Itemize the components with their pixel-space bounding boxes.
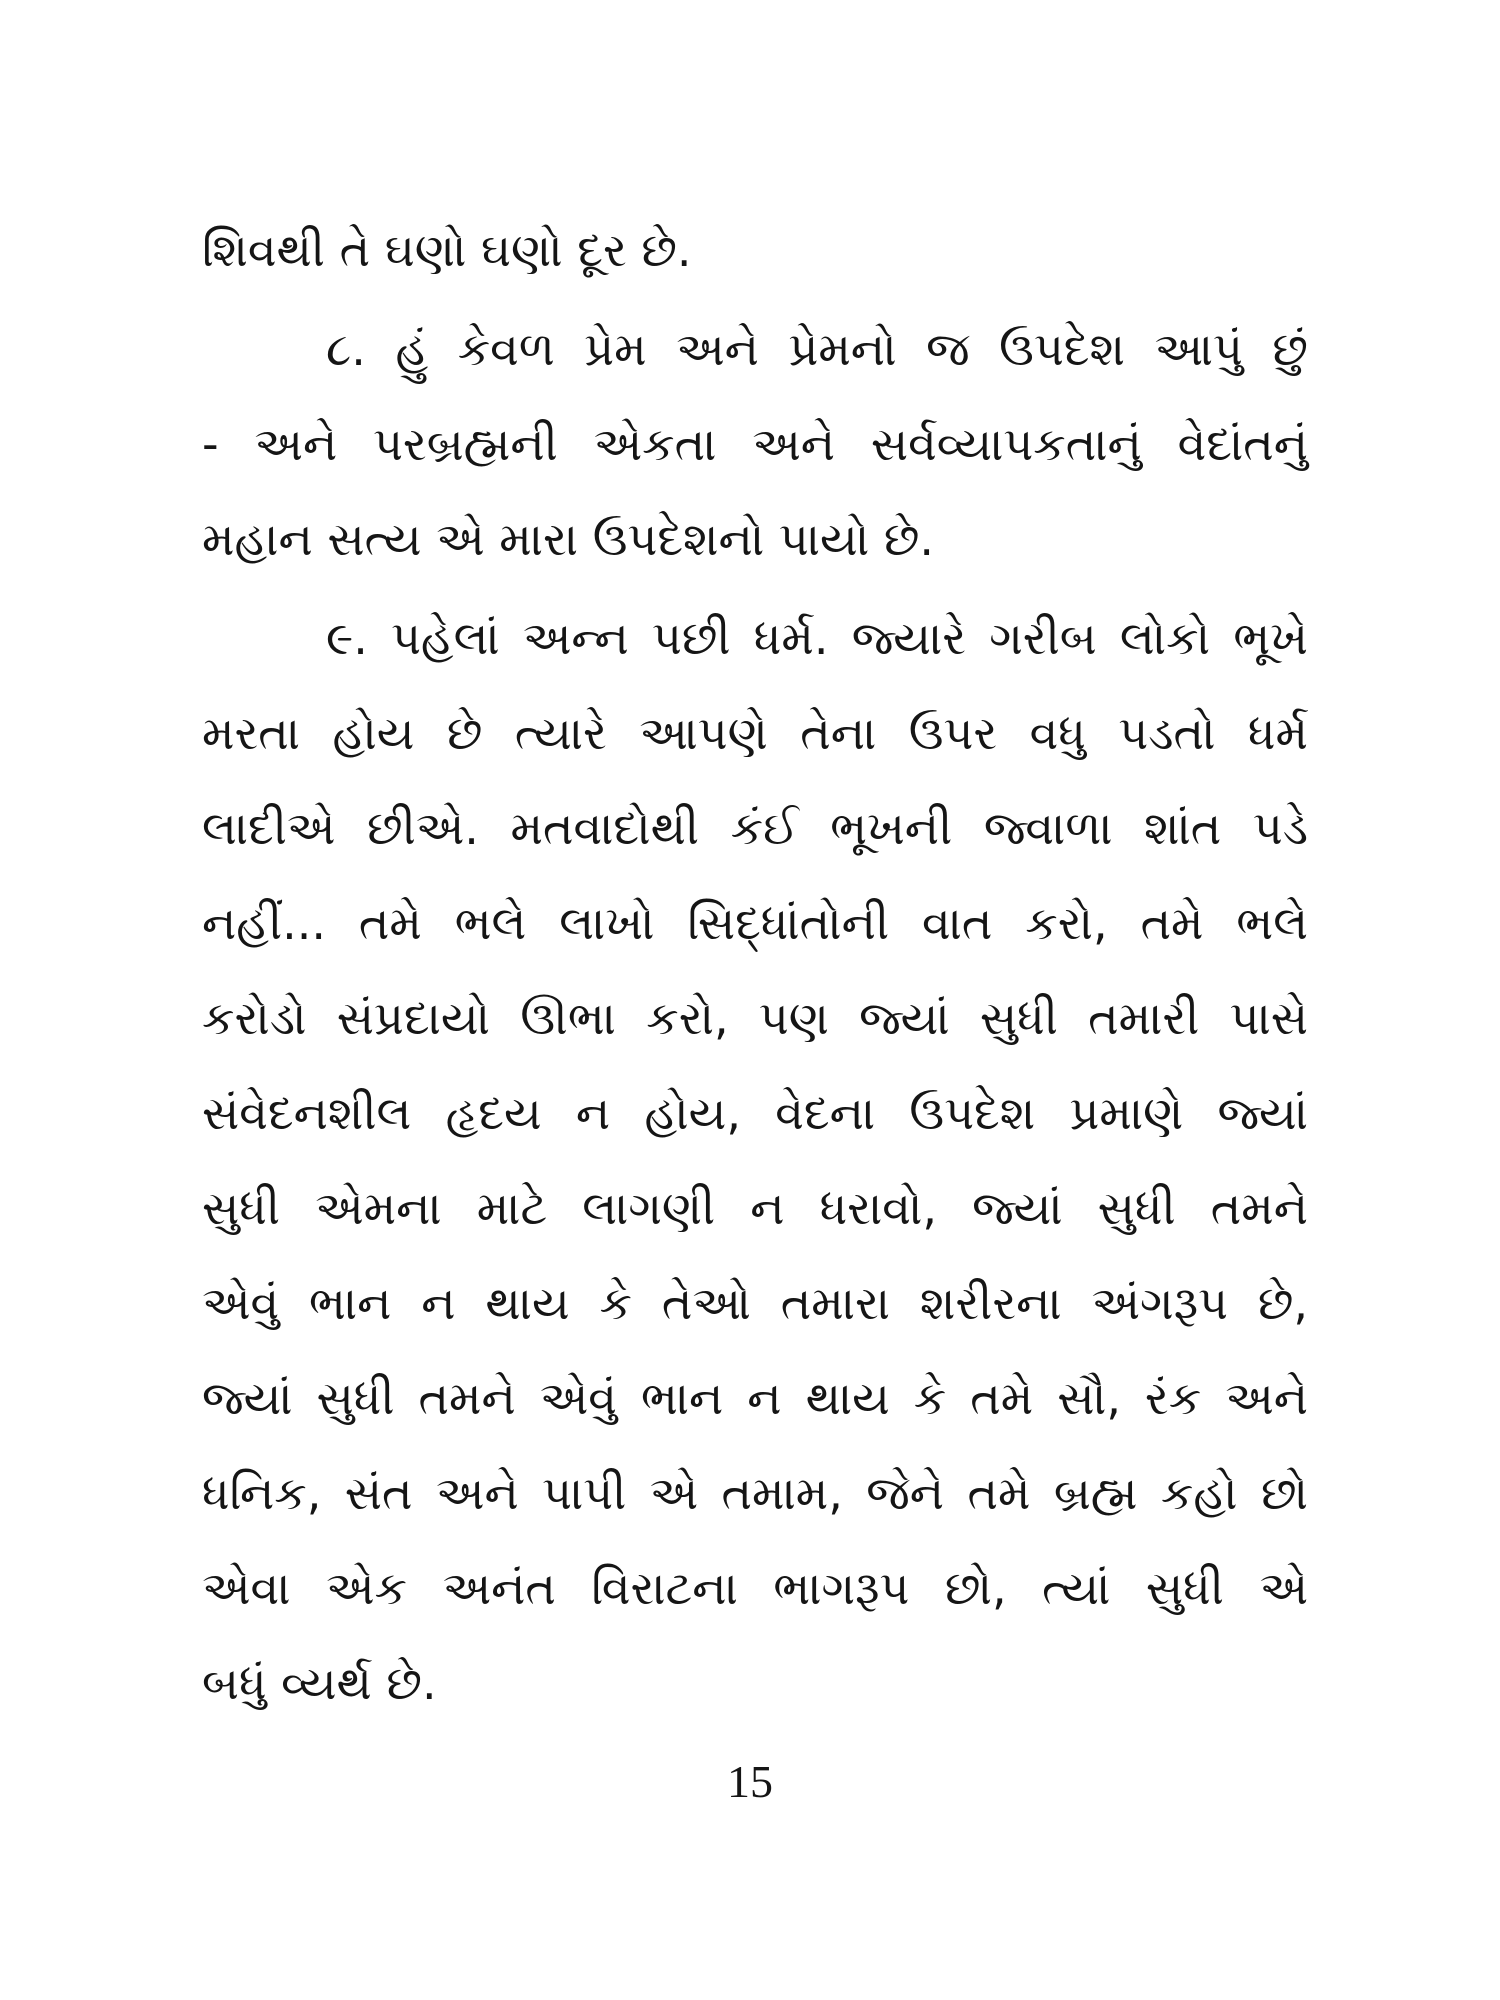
text-line: સુધી એમના માટે લાગણી ન ધરાવો, જ્યાં સુધી તમને xyxy=(202,1181,1308,1235)
text-line: જ્યાં સુધી તમને એવું ભાન ન થાય કે તમે સૌ, રંક અને xyxy=(202,1371,1308,1425)
text-line: એવા એક અનંત વિરાટના ભાગરૂપ છો, ત્યાં સુધી એ xyxy=(202,1561,1308,1615)
page-number: 15 xyxy=(727,1756,773,1807)
text-line: કરોડો સંપ્રદાયો ઊભા કરો, પણ જ્યાં સુધી તમારી પાસે xyxy=(202,991,1308,1045)
text-line: લાદીએ છીએ. મતવાદોથી કંઈ ભૂખની જ્વાળા શાંત પડે xyxy=(202,801,1308,855)
text-line: ૮. હું કેવળ પ્રેમ અને પ્રેમનો જ ઉપદેશ આપું છું xyxy=(326,322,1308,376)
text-line: બધું વ્યર્થ છે. xyxy=(202,1656,437,1710)
text-line: સંવેદનશીલ હૃદય ન હોય, વેદના ઉપદેશ પ્રમાણે જ્યાં xyxy=(202,1086,1308,1140)
body-text xyxy=(202,203,1308,1731)
text-line: એવું ભાન ન થાય કે તેઓ તમારા શરીરના અંગરૂપ છે, xyxy=(202,1276,1308,1330)
text-line: મહાન સત્ય એ મારા ઉપદેશનો પાયો છે. xyxy=(202,512,935,566)
text-line: - અને પરબ્રહ્મની એકતા અને સર્વવ્યાપકતાનું વેદાંતનું xyxy=(202,417,1308,471)
text-line: ધનિક, સંત અને પાપી એ તમામ, જેને તમે બ્રહ્મ કહો છો xyxy=(202,1466,1308,1520)
text-line: શિવથી તે ઘણો ઘણો દૂર છે. xyxy=(202,223,692,277)
text-line: મરતા હોય છે ત્યારે આપણે તેના ઉપર વધુ પડતો ધર્મ xyxy=(202,706,1308,760)
text-line: ૯. પહેલાં અન્ન પછી ધર્મ. જ્યારે ગરીબ લોકો ભૂખે xyxy=(326,611,1308,665)
text-line: નહીં... તમે ભલે લાખો સિદ્ધાંતોની વાત કરો, તમે ભલે xyxy=(202,896,1308,950)
